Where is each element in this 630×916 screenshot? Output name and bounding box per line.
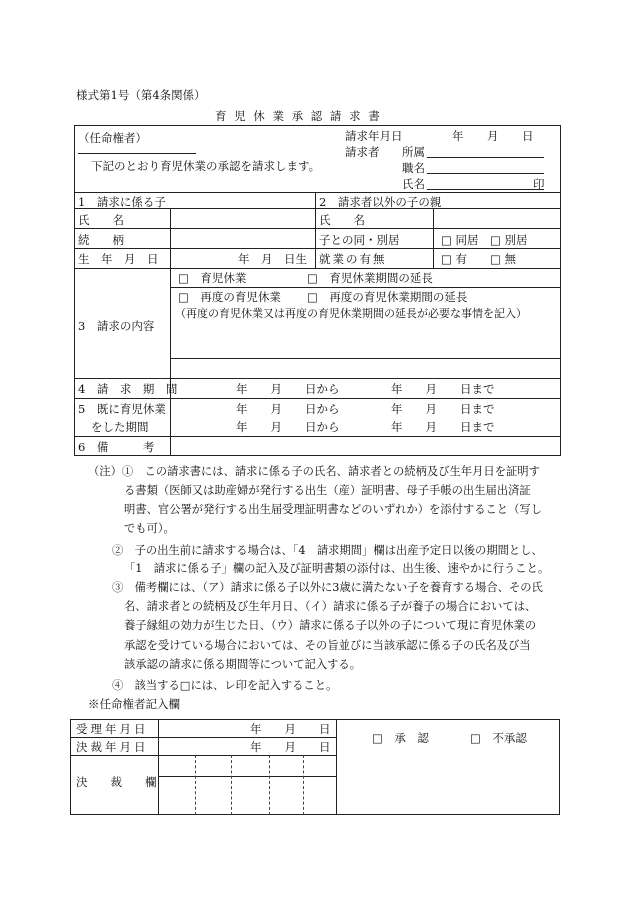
stamp-divider xyxy=(195,755,196,815)
row-line xyxy=(74,268,561,269)
note-3-line4: 承認を受けている場合においては、その旨並びに当該承認に係る子の氏名及び当 xyxy=(124,639,531,652)
section3-label: 3 請求の内容 xyxy=(78,319,155,333)
stamp-divider xyxy=(231,755,232,815)
row-line xyxy=(74,192,561,193)
name-label: 氏名 xyxy=(402,177,425,191)
request-period-to: 年 月 日まで xyxy=(391,382,495,396)
row-line xyxy=(74,436,561,437)
row-line xyxy=(74,378,561,379)
option-childcare-leave[interactable]: □ 育児休業 xyxy=(178,271,247,285)
row-line xyxy=(70,737,336,738)
column-line xyxy=(170,268,171,456)
section5-label-line2: をした期間 xyxy=(91,420,149,434)
column-line xyxy=(433,208,434,268)
note-1-line3: 明書、官公署が発行する出生届受理証明書などのいずれか）を添付すること（写し xyxy=(124,503,542,516)
section6-label: 6 備 考 xyxy=(78,440,155,454)
row-line xyxy=(70,755,336,756)
prior-period-2-from: 年 月 日から xyxy=(236,420,340,434)
note-2-line1: ② 子の出生前に請求する場合は、「4 請求期間」欄は出産予定日以後の期間とし、 xyxy=(112,544,543,557)
row-line xyxy=(170,287,561,288)
note-3-line5: 該承認の請求に係る期間等について記入する。 xyxy=(124,658,362,671)
note-1-line4: でも可）。 xyxy=(124,522,175,535)
stamp-divider xyxy=(269,755,270,815)
position-label: 職名 xyxy=(402,161,425,175)
note-4: ④ 該当する□には、レ印を記入すること。 xyxy=(112,679,338,692)
received-date-value: 年 月 日 xyxy=(250,722,331,736)
section5-label-line1: 5 既に育児休業 xyxy=(78,402,166,416)
child-birth-value: 年 月 日生 xyxy=(238,252,307,266)
note-3-line1: ③ 備考欄には、（ア）請求に係る子以外に3歳に満たない子を養育する場合、その氏 xyxy=(112,581,543,594)
column-line xyxy=(170,208,171,268)
prior-period-2-to: 年 月 日まで xyxy=(391,420,495,434)
child-name-label: 氏 名 xyxy=(78,213,124,227)
name-line xyxy=(427,189,544,190)
note-1-line2: る書類（医師又は助産婦が発行する出生（産）証明書、母子手帳の出生届出済証 xyxy=(124,484,531,497)
request-date-day: 日 xyxy=(522,129,534,143)
request-date-label: 請求年月日 xyxy=(345,129,403,143)
affiliation-line xyxy=(427,157,544,158)
parent-name-label: 氏 名 xyxy=(319,213,365,227)
option-repeat-extension[interactable]: □ 再度の育児休業期間の延長 xyxy=(307,290,468,304)
request-statement: 下記のとおり育児休業の承認を請求します。 xyxy=(91,159,321,173)
request-period-from: 年 月 日から xyxy=(236,382,340,396)
appointer-name-line xyxy=(78,153,196,154)
affiliation-label: 所属 xyxy=(402,145,425,159)
row-line xyxy=(74,228,561,229)
position-line xyxy=(427,173,544,174)
form-title: 育 児 休 業 承 認 請 求 書 xyxy=(215,109,382,123)
decided-date-label: 決裁年月日 xyxy=(76,740,149,754)
option-leave-extension[interactable]: □ 育児休業期間の延長 xyxy=(307,271,433,285)
parent-cohabit-options[interactable]: □ 同居 □ 別居 xyxy=(441,233,528,247)
child-birth-label: 生 年 月 日 xyxy=(78,252,159,266)
form-number: 様式第1号（第4条関係） xyxy=(76,88,206,102)
received-date-label: 受理年月日 xyxy=(76,722,149,736)
approve-checkbox[interactable]: □ 承 認 xyxy=(372,731,429,745)
reject-checkbox[interactable]: □ 不承認 xyxy=(470,731,527,745)
approval-column-label: 決 裁 欄 xyxy=(76,775,157,789)
parent-employment-options[interactable]: □ 有 □ 無 xyxy=(441,252,517,266)
row-line xyxy=(170,358,561,359)
repeat-reason-note: （再度の育児休業又は再度の育児休業期間の延長が必要な事情を記入） xyxy=(175,307,527,320)
note-2-line2: 「1 請求に係る子」欄の記入及び証明書類の添付は、出生後、速やかに行うこと。 xyxy=(124,562,550,575)
child-relation-label: 続 柄 xyxy=(78,233,124,247)
note-1-line1: （注）① この請求書には、請求に係る子の氏名、請求者との続柄及び生年月日を証明す xyxy=(88,465,540,478)
row-line xyxy=(158,776,336,777)
appointer-section-heading: ※任命権者記入欄 xyxy=(88,697,180,711)
request-date-month: 月 xyxy=(487,129,499,143)
decided-date-value: 年 月 日 xyxy=(250,740,331,754)
parent-cohabit-label: 子との同・別居 xyxy=(319,233,400,247)
column-line xyxy=(158,719,159,815)
section1-heading: 1 請求に係る子 xyxy=(78,195,166,209)
request-date-year: 年 xyxy=(452,129,464,143)
seal-mark: 印 xyxy=(533,177,545,191)
column-line xyxy=(315,192,316,268)
prior-period-1-from: 年 月 日から xyxy=(236,402,340,416)
parent-employment-label: 就業の有無 xyxy=(319,252,387,266)
option-repeat-leave[interactable]: □ 再度の育児休業 xyxy=(178,290,281,304)
section4-label: 4 請 求 期 間 xyxy=(78,382,178,396)
stamp-divider xyxy=(303,755,304,815)
row-line xyxy=(74,248,561,249)
column-line xyxy=(336,719,337,815)
row-line xyxy=(74,398,561,399)
appointer-label: （任命権者） xyxy=(78,131,147,145)
note-3-line2: 名、請求者との続柄及び生年月日、（イ）請求に係る子が養子の場合においては、 xyxy=(124,600,537,613)
prior-period-1-to: 年 月 日まで xyxy=(391,402,495,416)
note-3-line3: 養子縁組の効力が生じた日、（ウ）請求に係る子以外の子について現に育児休業の xyxy=(124,619,537,632)
requester-label: 請求者 xyxy=(345,145,380,159)
section2-heading: 2 請求者以外の子の親 xyxy=(319,195,442,209)
